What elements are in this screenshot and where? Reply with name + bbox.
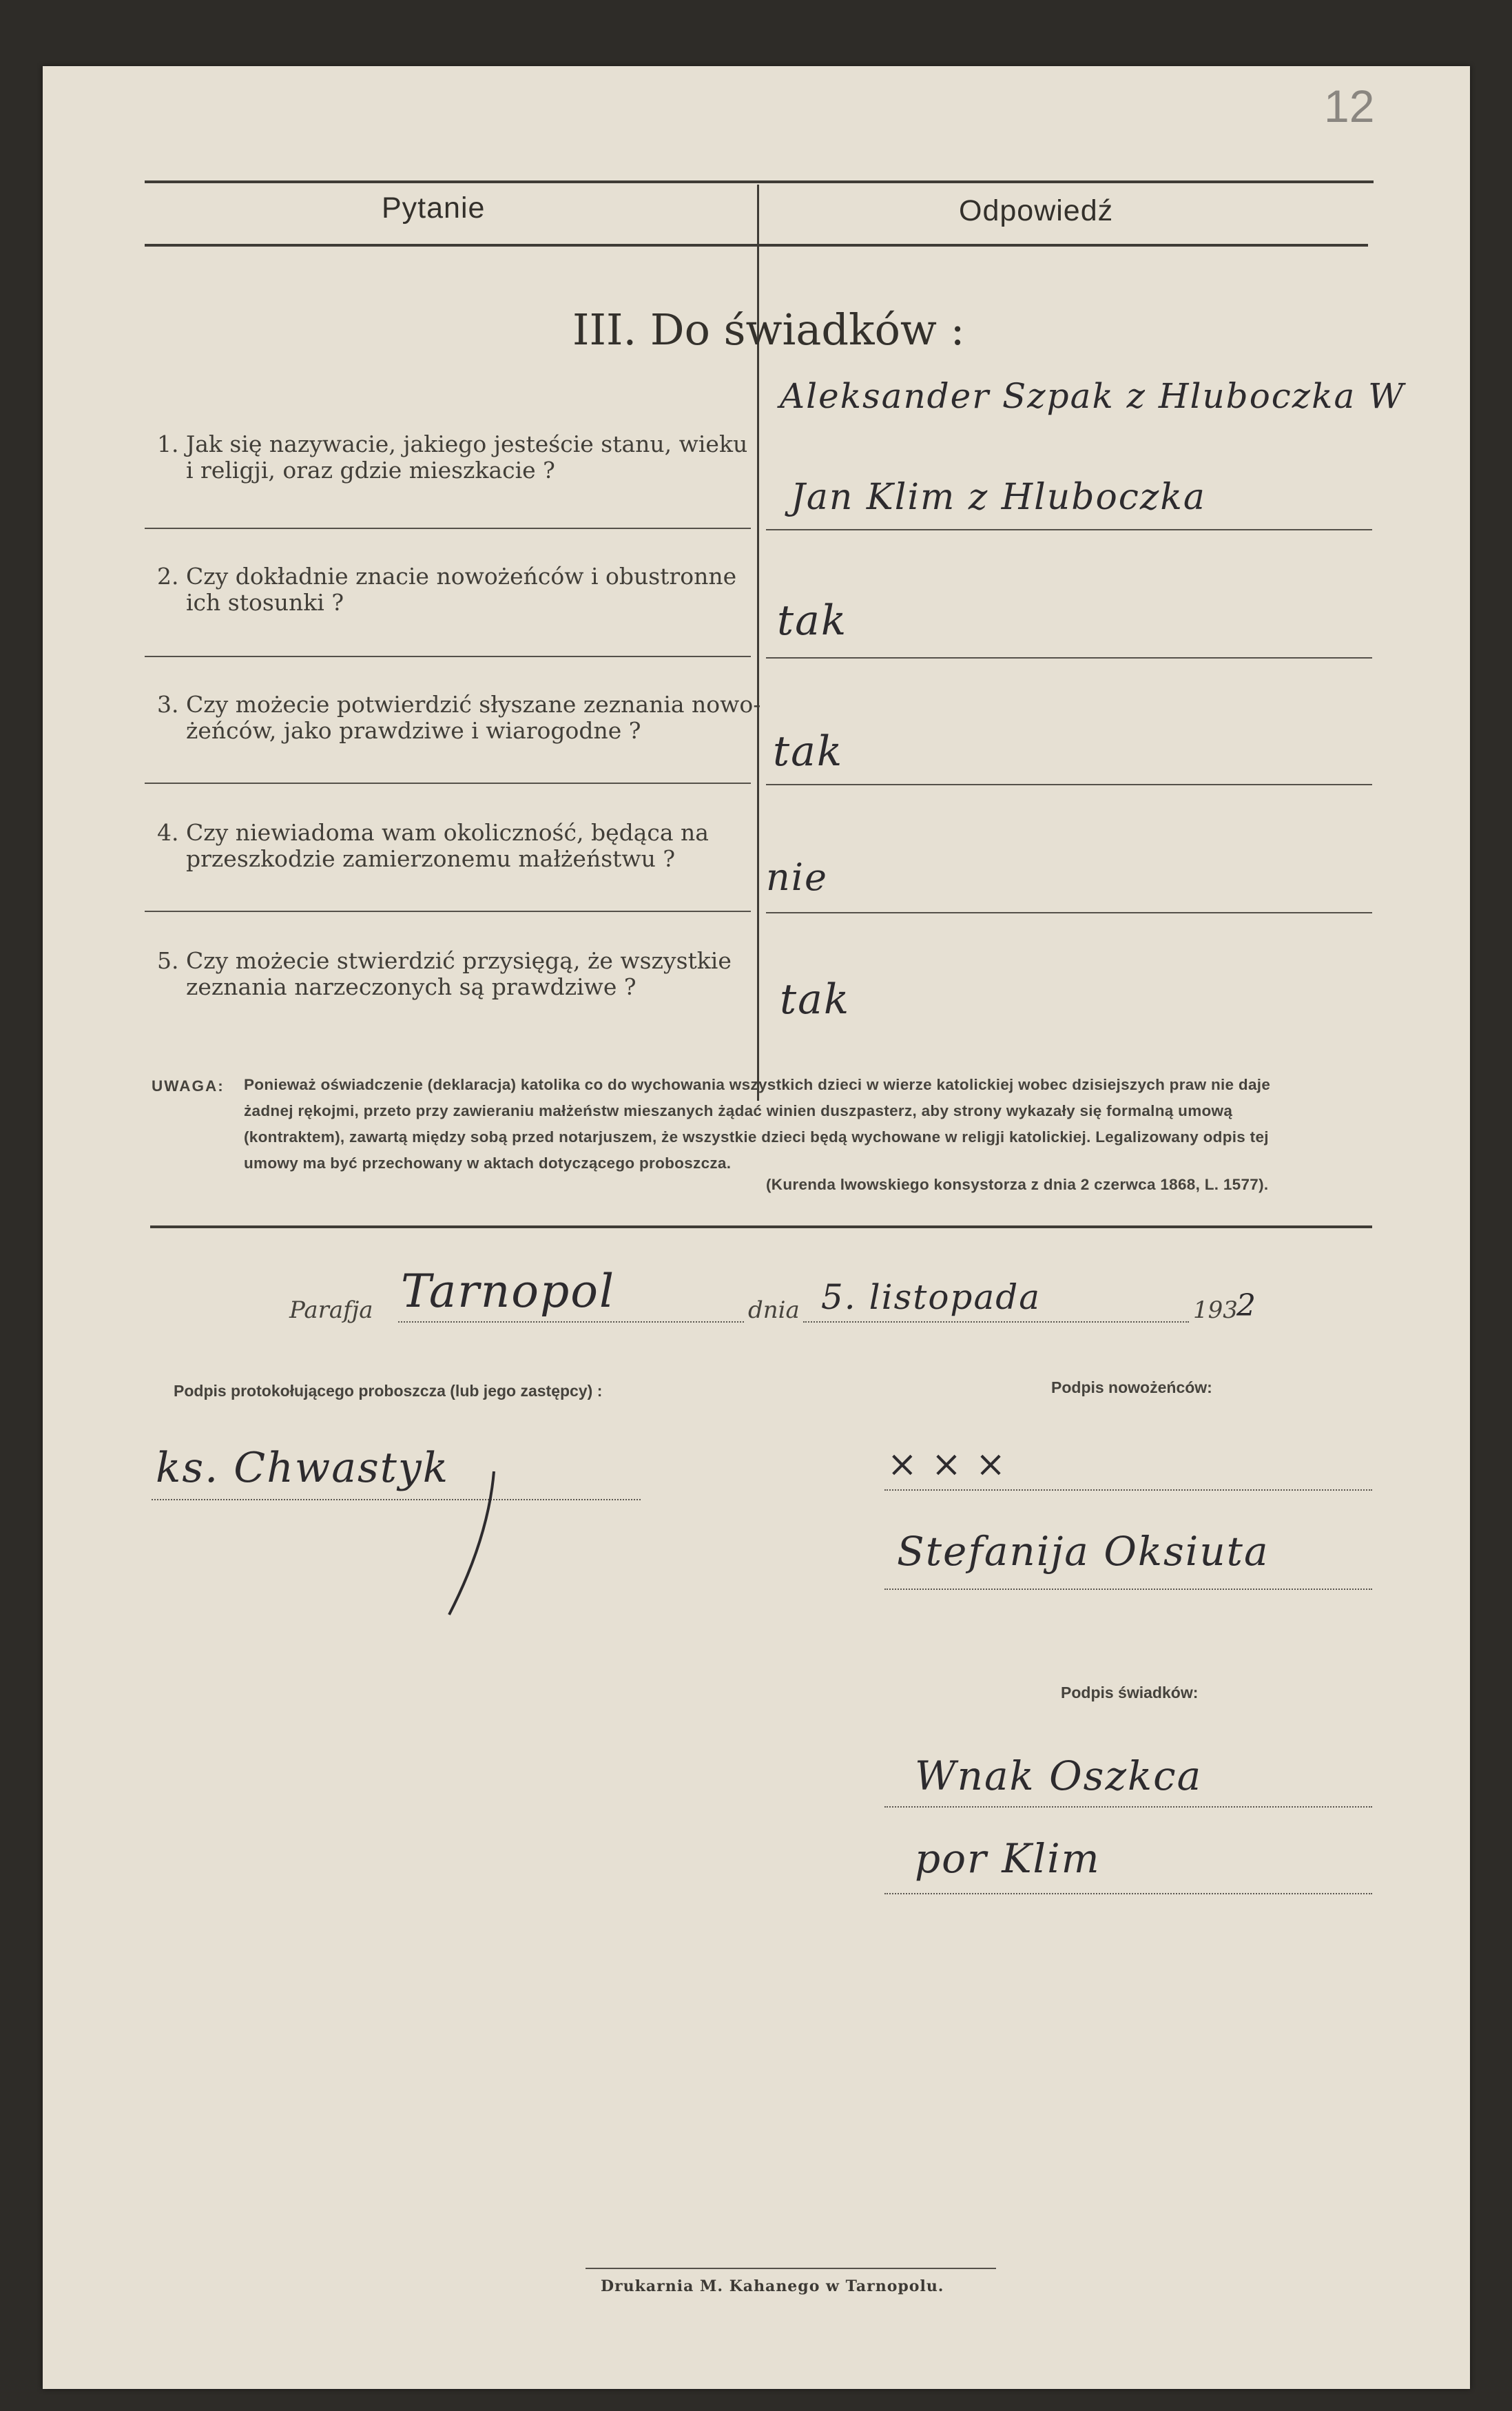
witness-1-signature: Wnak Oszkca xyxy=(915,1752,1203,1799)
signature-flourish xyxy=(428,1465,511,1623)
dnia-label: dnia xyxy=(748,1296,800,1324)
witnesses-signature-label: Podpis świadków: xyxy=(1061,1684,1199,1701)
printer-imprint: Drukarnia M. Kahanego w Tarnopolu. xyxy=(601,2277,944,2295)
page-number: 12 xyxy=(1324,81,1375,132)
answer-5: tak xyxy=(780,975,851,1024)
question-1: 1. Jak się nazywacie, jakiego jesteście stanu, wieku i religji, oraz gdzie mieszkacie ? xyxy=(157,431,748,484)
question-5: 5. Czy możecie stwierdzić przysięgą, że wszystkie zeznania narzeczonych są prawdziwe ? xyxy=(157,947,732,1000)
witness-1-line xyxy=(884,1806,1372,1808)
answer-2: tak xyxy=(777,597,848,645)
priest-signature-label: Podpis protokołującego proboszcza (lub jego zastępcy) : xyxy=(174,1382,603,1400)
answer-1-rule xyxy=(766,529,1372,530)
question-4: 4. Czy niewiadoma wam okoliczność, będąca na przeszkodzie zamierzonemu małżeństwu ? xyxy=(157,819,709,872)
answer-4-rule xyxy=(766,912,1372,913)
year-printed: 193 xyxy=(1193,1296,1238,1324)
note-label: UWAGA: xyxy=(152,1077,225,1095)
answer-3-rule xyxy=(766,784,1372,785)
date-value: 5. listopada xyxy=(821,1277,1042,1317)
witness-2-line xyxy=(884,1893,1372,1894)
parafja-field-line xyxy=(398,1321,744,1323)
header-question: Pytanie xyxy=(382,192,486,225)
section-title: III. Do świadków : xyxy=(572,304,965,355)
answer-3: tak xyxy=(773,727,844,776)
question-1-rule xyxy=(145,528,751,529)
header-top-rule xyxy=(145,180,1374,183)
header-answer: Odpowiedź xyxy=(959,194,1114,227)
priest-signature: ks. Chwastyk xyxy=(156,1444,450,1492)
question-4-rule xyxy=(145,911,751,912)
date-field-line xyxy=(803,1321,1189,1323)
spouses-signature: Stefanija Oksiuta xyxy=(897,1528,1270,1575)
note-source: (Kurenda lwowskiego konsystorza z dnia 2 czerwca 1868, L. 1577). xyxy=(766,1176,1269,1193)
header-bottom-rule xyxy=(145,244,1368,247)
footer-rule xyxy=(586,2268,996,2269)
answer-2-rule xyxy=(766,657,1372,659)
question-2: 2. Czy dokładnie znacie nowożeńców i obustronne ich stosunki ? xyxy=(157,563,737,616)
spouses-marks: × × × xyxy=(887,1444,1007,1485)
question-3: 3. Czy możecie potwierdzić słyszane zeznania nowo- żeńców, jako prawdziwe i wiarogodne ? xyxy=(157,691,761,744)
section-divider-rule xyxy=(150,1225,1372,1228)
witness-2-signature: por Klim xyxy=(915,1835,1101,1882)
spouses-marks-line xyxy=(884,1489,1372,1491)
answer-1-line2: Jan Klim z Hluboczka xyxy=(791,477,1206,518)
answer-1-line1: Aleksander Szpak z Hluboczka W xyxy=(780,376,1405,416)
parafja-label: Parafja xyxy=(289,1296,373,1324)
spouses-signature-label: Podpis nowożeńców: xyxy=(1051,1378,1212,1396)
priest-signature-line xyxy=(152,1499,641,1500)
parafja-value: Tarnopol xyxy=(401,1265,616,1318)
document-page xyxy=(43,66,1470,2389)
question-2-rule xyxy=(145,656,751,657)
spouses-signature-line xyxy=(884,1589,1372,1590)
year-handwritten: 2 xyxy=(1236,1288,1257,1323)
question-3-rule xyxy=(145,783,751,784)
answer-4: nie xyxy=(766,856,829,899)
note-text: Ponieważ oświadczenie (deklaracja) katolika co do wychowania wszystkich dzieci w wierze katolickiej wobec dzisiejszych praw nie daje żadnej rękojmi, przeto przy zawieraniu małżeństw mieszanych żądać winien duszpasterz, aby strony wykazały się formalną umową (kontraktem), zawartą między sobą przed notarjuszem, że wszystkie dzieci będą wychowane w religji katolickiej. Legalizowany odpis tej umowy ma być przechowany w aktach dotyczącego proboszcza. xyxy=(244,1076,1271,1172)
